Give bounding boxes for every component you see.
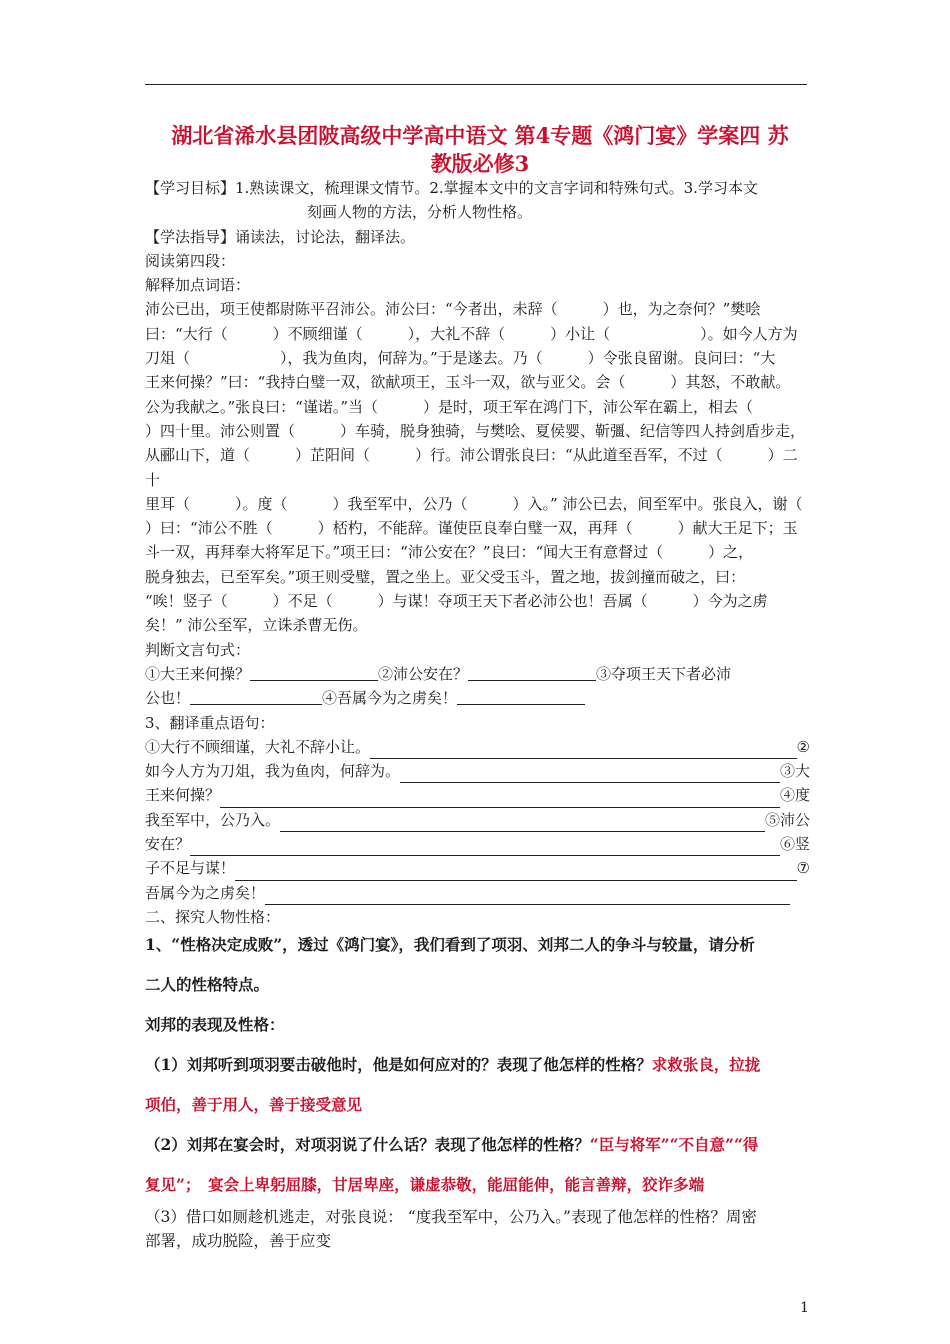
sub-question-3-line-1: （3）借口如厕趁机逃走，对张良说： “度我至军中，公乃入。”表现了他怎样的性格？周密 xyxy=(145,1208,757,1226)
translate-right: ③大 xyxy=(779,762,810,781)
translate-right: ⑤沛公 xyxy=(764,810,810,829)
goal-label: 【学习目标】 xyxy=(145,179,236,197)
judge-heading: 判断文言句式： xyxy=(145,640,251,659)
passage-line: 从郦山下，道（ ）芷阳间（ ）行。沛公谓张良曰：“从此道至吾军，不过（ ）二十 xyxy=(145,446,798,489)
question-text: （1）刘邦听到项羽要击破他时，他是如何应对的？表现了他怎样的性格？ xyxy=(145,1055,652,1074)
answer-blank xyxy=(235,865,797,881)
explain-heading: 解释加点词语： xyxy=(145,276,251,295)
translate-line xyxy=(145,881,810,905)
translate-left: 我至军中，公乃入。 xyxy=(145,810,281,829)
answer-blank xyxy=(190,689,322,705)
judge-item: ②沛公安在？ xyxy=(378,664,469,683)
judge-line-2 xyxy=(145,686,810,710)
question-text: （2）刘邦在宴会时，对项羽说了什么话？表现了他怎样的性格？ xyxy=(145,1135,590,1154)
translate-heading: 3、翻译重点语句： xyxy=(145,713,275,732)
answer-blank xyxy=(265,889,790,905)
method-label: 【学法指导】 xyxy=(145,227,236,246)
translate-line xyxy=(145,735,810,759)
judge-item: ①大王来何操？ xyxy=(145,664,251,683)
translate-right: ② xyxy=(796,737,810,756)
learning-goals xyxy=(145,176,810,200)
translate-line xyxy=(145,759,810,783)
document-body xyxy=(145,176,810,929)
passage-line: 曰：“大行（ ）不顾细谨（ ），大礼不辞（ ）小让（ ）。如今人方为 xyxy=(145,324,798,343)
translate-right: ⑦ xyxy=(796,859,810,878)
judge-item: ④吾属今为之虏矣！ xyxy=(322,689,458,708)
passage-line: 脱身独去，已至军矣。”项王则受璧，置之坐上。亚父受玉斗，置之地，拔剑撞而破之，曰： xyxy=(145,567,746,586)
method-text: 诵读法，讨论法，翻译法。 xyxy=(235,227,416,246)
answer-blank xyxy=(250,665,378,681)
translate-line xyxy=(145,783,810,807)
answer-blank xyxy=(370,743,797,759)
answer-blank xyxy=(280,816,765,832)
answer-blank xyxy=(190,840,780,856)
translate-line xyxy=(145,856,810,880)
answer-text: 复见”； 宴会上卑躬屈膝，甘居卑座，谦虚恭敬，能屈能伸，能言善辩，狡诈多端 xyxy=(145,1175,705,1194)
passage-line: 王来何操？”曰：“我持白璧一双，欲献项王，玉斗一双，欲与亚父。会（ ）其怒，不敢献。 xyxy=(145,373,791,392)
passage-line: 矣！” 沛公至军，立诛杀曹无伤。 xyxy=(145,616,368,635)
translate-left: 安在？ xyxy=(145,835,191,854)
answer-blank xyxy=(468,665,596,681)
translate-left: ①大行不顾细谨，大礼不辞小让。 xyxy=(145,737,371,756)
judge-line-1 xyxy=(145,662,810,686)
passage-line: 斗一双，再拜奉大将军足下。”项王曰：“沛公安在？”良曰：“闻大王有意督过（ ）之， xyxy=(145,543,754,562)
passage-line: 沛公已出，项王使都尉陈平召沛公。沛公曰：“今者出，未辞（ ）也，为之奈何？”樊哙 xyxy=(145,300,761,319)
answer-text: 项伯，善于用人，善于接受意见 xyxy=(145,1095,363,1114)
answer-text: 求救张良，拉拢 xyxy=(651,1055,761,1074)
translate-left: 如今人方为刀俎，我为鱼肉，何辞为。 xyxy=(145,762,401,781)
passage-line: ）曰：“沛公不胜（ ）桮杓，不能辞。谨使臣良奉白璧一双，再拜（ ）献大王足下；玉 xyxy=(145,519,798,538)
answer-blank xyxy=(220,792,780,808)
answer-blank xyxy=(457,689,585,705)
passage-line: ）四十里。沛公则置（ ）车骑，脱身独骑，与樊哙、夏侯婴、靳彊、纪信等四人持剑盾步走， xyxy=(145,421,806,440)
passage-line: 里耳（ ）。度（ ）我至军中，公乃（ ）入。” 沛公已去，间至军中。张良入，谢（ xyxy=(145,494,803,513)
sub-question-3-line-2: 部署，成功脱险，善于应变 xyxy=(145,1232,332,1250)
passage-line: 刀俎（ ），我为鱼肉，何辞为。”于是遂去。乃（ ）令张良留谢。良问曰：“大 xyxy=(145,349,776,368)
question-1-line-2: 二人的性格特点。 xyxy=(145,975,270,994)
translate-left: 王来何操？ xyxy=(145,786,221,805)
answer-text: “臣与将军”“不自意”“得 xyxy=(589,1135,759,1154)
document-title xyxy=(140,122,820,178)
page-number: 1 xyxy=(800,1300,809,1316)
translate-right: ④度 xyxy=(779,786,810,805)
judge-item: ③夺项王天下者必沛 xyxy=(596,664,732,683)
goal-text-1: 1.熟读课文，梳理课文情节。2.掌握本文中的文言字词和特殊句式。3.学习本文 xyxy=(235,179,758,197)
liubang-heading: 刘邦的表现及性格： xyxy=(145,1015,285,1034)
title-line-1: 湖北省浠水县团陂高级中学高中语文 第4专题《鸿门宴》学案四 苏 xyxy=(171,123,789,148)
header-rule xyxy=(145,84,807,85)
question-1-line-1: 1、“性格决定成败”，透过《鸿门宴》，我们看到了项羽、刘邦二人的争斗与较量，请分析 xyxy=(145,935,755,954)
section2-heading: 二、探究人物性格： xyxy=(145,907,281,926)
goal-text-2: 刻画人物的方法，分析人物性格。 xyxy=(307,203,533,222)
character-analysis xyxy=(145,925,810,1253)
translate-line xyxy=(145,832,810,856)
answer-blank xyxy=(400,767,780,783)
translate-left: 子不足与谋！ xyxy=(145,859,236,878)
method-guide xyxy=(145,225,810,249)
read-heading: 阅读第四段： xyxy=(145,251,236,270)
passage-line: 公为我献之。”张良曰：“谨诺。”当（ ）是时，项王军在鸿门下，沛公军在霸上，相去（ xyxy=(145,397,754,416)
sub-question-2 xyxy=(145,1125,810,1165)
title-line-2: 教版必修3 xyxy=(430,151,530,176)
passage-line: “唉！竖子（ ）不足（ ）与谋！夺项王天下者必沛公也！吾属（ ）今为之虏 xyxy=(145,592,768,611)
translate-line xyxy=(145,808,810,832)
judge-item: 公也！ xyxy=(145,689,191,708)
sub-question-1 xyxy=(145,1045,810,1085)
translate-left: 吾属今为之虏矣！ xyxy=(145,883,266,902)
translate-right: ⑥竖 xyxy=(779,835,810,854)
